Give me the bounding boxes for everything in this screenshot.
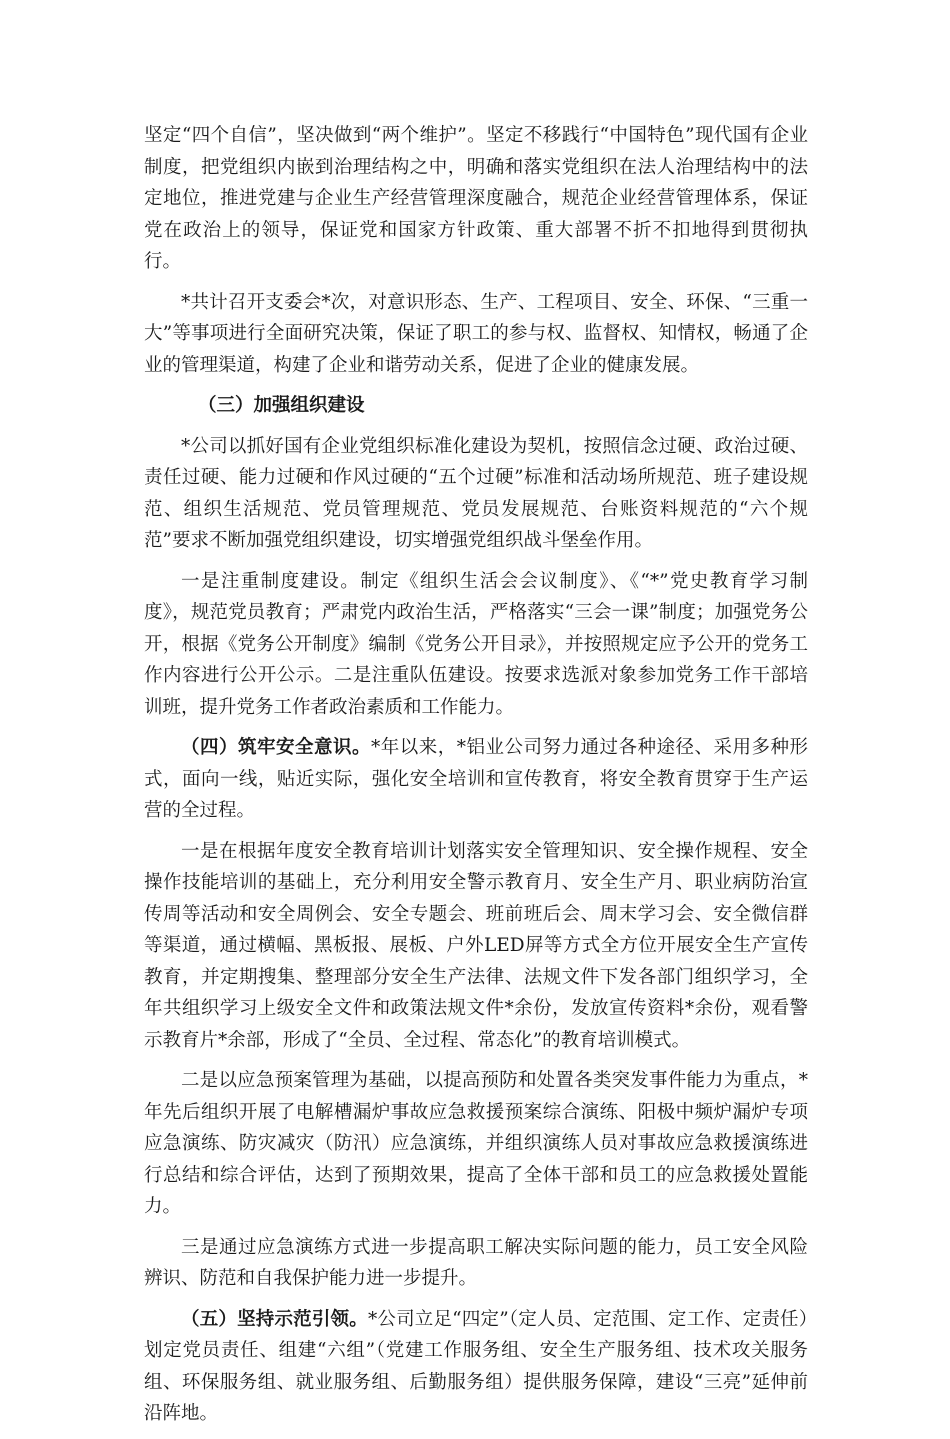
paragraph-safety-training: 一是在根据年度安全教育培训计划落实安全管理知识、安全操作规程、安全操作技能培训的基础上，充分利用安全警示教育月、安全生产月、职业病防治宣传周等活动和安全周例会、安全专题会、班前班后会、周末学习会、安全微信群等渠道，通过横幅、黑板报、展板、户外LED屏等方式全方位开展安全生产宣传教育，并定期搜集、整理部分安全生产法律、法规文件下发各部门组织学习，全年共组织学习上级安全文件和政策法规文件*余份，发放宣传资料*余份，观看警示教育片*余部，形成了“全员、全过程、常态化”的教育培训模式。 — [144, 840, 808, 1051]
section-heading-safety: （四）筑牢安全意识。 — [181, 737, 371, 758]
paragraph-safety-awareness — [144, 732, 808, 827]
paragraph-institution-building: 一是注重制度建设。制定《组织生活会会议制度》、《“*”党史教育学习制度》，规范党员教育；严肃党内政治生活，严格落实“三会一课”制度；加强党务公开，根据《党务公开制度》编制《党务公开目录》，并按照规定应予公开的党务工作内容进行公开公示。二是注重队伍建设。按要求选派对象参加党务工作干部培训班，提升党务工作者政治素质和工作能力。 — [144, 570, 808, 718]
section-heading-organization: （三）加强组织建设 — [198, 395, 365, 416]
demonstration-text: *公司立足“四定”（定人员、定范围、定工作、定责任）划定党员责任、组建“六组”（党建工作服务组、安全生产服务组、技术攻关服务组、环保服务组、就业服务组、后勤服务组）提供服务保障，建设“三亮”延伸前沿阵地。 — [144, 1308, 808, 1424]
paragraph-emergency-drills: 二是以应急预案管理为基础，以提高预防和处置各类突发事件能力为重点，*年先后组织开展了电解槽漏炉事故应急救援预案综合演练、阳极中频炉漏炉专项应急演练、防灾减灾（防汛）应急演练，并组织演练人员对事故应急救援演练进行总结和综合评估，达到了预期效果，提高了全体干部和员工的应急救援处置能力。 — [144, 1070, 808, 1217]
paragraph-demonstration — [144, 1304, 808, 1430]
paragraph-standardization: *公司以抓好国有企业党组织标准化建设为契机，按照信念过硬、政治过硬、责任过硬、能力过硬和作风过硬的“五个过硬”标准和活动场所规范、班子建设规范、组织生活规范、党员管理规范、党员发展规范、台账资料规范的“六个规范”要求不断加强党组织建设，切实增强党组织战斗堡垒作用。 — [144, 435, 808, 551]
paragraph-party-leadership: 坚定“四个自信”，坚决做到“两个维护”。坚定不移践行“中国特色”现代国有企业制度，把党组织内嵌到治理结构之中，明确和落实党组织在法人治理结构中的法定地位，推进党建与企业生产经营管理深度融合，规范企业经营管理体系，保证党在政治上的领导，保证党和国家方针政策、重大部署不折不扣地得到贯彻执行。 — [144, 125, 808, 272]
section-heading-demonstration: （五）坚持示范引领。 — [181, 1308, 368, 1330]
paragraph-branch-meetings: *共计召开支委会*次，对意识形态、生产、工程项目、安全、环保、“三重一大”等事项进行全面研究决策，保证了职工的参与权、监督权、知情权，畅通了企业的管理渠道，构建了企业和谐劳动关系，促进了企业的健康发展。 — [144, 291, 808, 376]
paragraph-risk-identification: 三是通过应急演练方式进一步提高职工解决实际问题的能力，员工安全风险辨识、防范和自我保护能力进一步提升。 — [144, 1236, 808, 1289]
safety-intro-text: *年以来，*铝业公司努力通过各种途径、采用多种形式，面向一线，贴近实际，强化安全培训和宣传教育，将安全教育贯穿于生产运营的全过程。 — [144, 737, 808, 821]
document-body — [144, 120, 808, 1439]
